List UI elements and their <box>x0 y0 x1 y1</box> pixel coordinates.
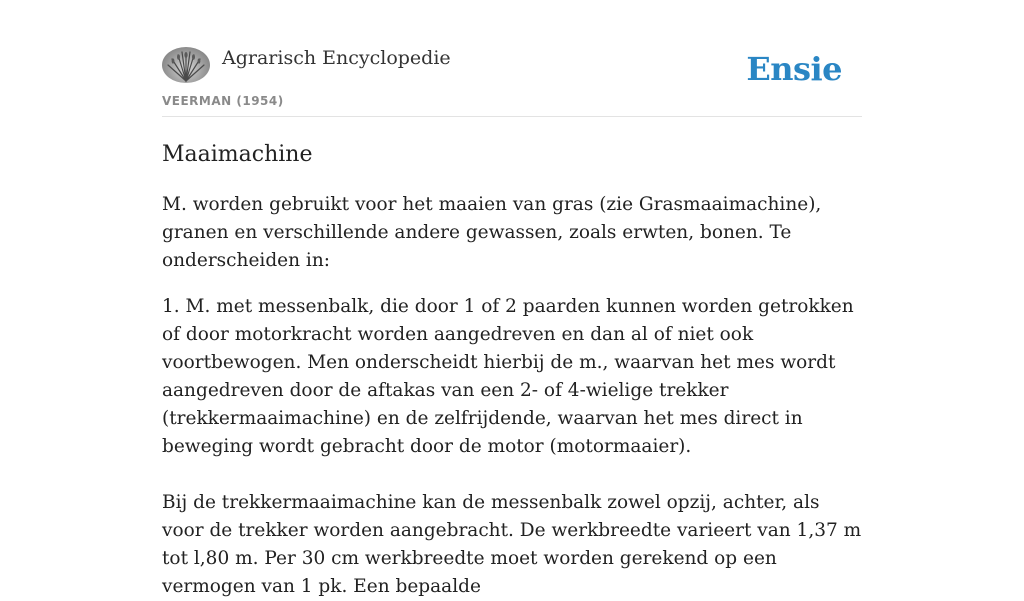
article-paragraph: 1. M. met messenbalk, die door 1 of 2 paarden kunnen worden getrokken of door motorkracht worden aangedreven en dan al of niet ook voortbewogen. Men onderscheidt hierbij de m., waarvan het mes wordt aangedreven door de aftakas van een 2- of 4-wielige trekker (trekkermaaimachine) en de zelfrijdende, waarvan het mes direct in beweging wordt gebracht door de motor (motormaaier). <box>162 296 854 457</box>
article-paragraph: Bij de trekkermaaimachine kan de messenbalk zowel opzij, achter, als voor de trekker worden aangebracht. De werkbreedte varieert van 1,37 m tot l,80 m. Per 30 cm werkbreedte moet worden gerekend op een vermogen van 1 pk. Een bepaalde <box>162 492 862 597</box>
brand-logo[interactable]: Ensie <box>746 50 842 88</box>
source-title[interactable]: Agrarisch Encyclopedie <box>222 47 451 69</box>
article-paragraph: M. worden gebruikt voor het maaien van gras (zie Grasmaaimachine), granen en verschillende andere gewassen, zoals erwten, bonen. Te onderscheiden in: <box>162 194 822 271</box>
page <box>162 0 862 601</box>
source-author-year[interactable]: VEERMAN (1954) <box>162 94 284 108</box>
article-title: Maaimachine <box>162 142 313 167</box>
wheat-sheaf-icon[interactable] <box>162 47 210 83</box>
source-header <box>162 0 862 117</box>
